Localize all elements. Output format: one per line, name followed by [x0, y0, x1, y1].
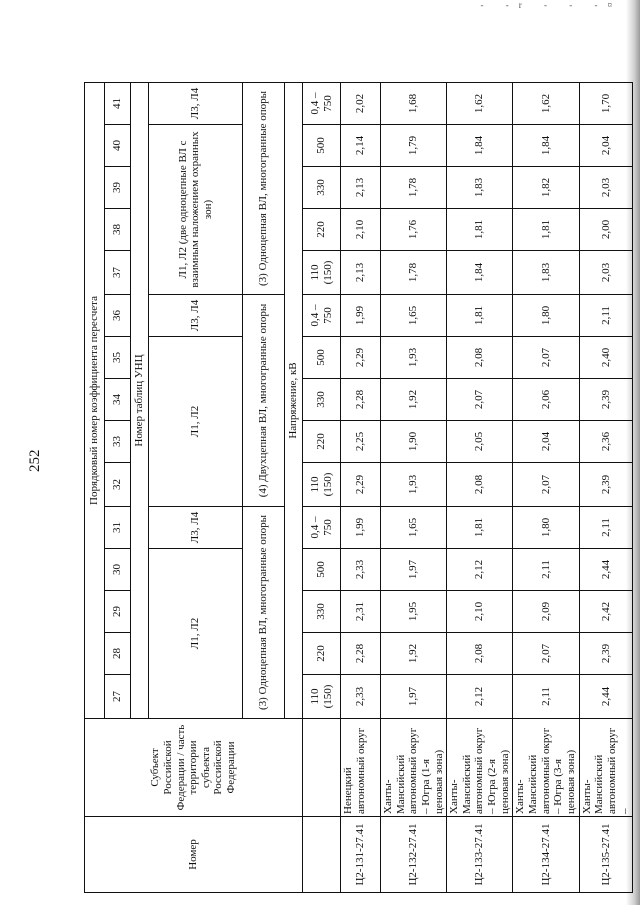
value-cell: 2,12 — [447, 549, 513, 591]
value-cell: 2,07 — [447, 379, 513, 421]
scan-marks: - -r - - -¤ — [480, 0, 622, 10]
coef-number: 30 — [105, 549, 131, 591]
value-cell: 2,36 — [579, 421, 633, 463]
value-cell: 1,78 — [381, 167, 447, 209]
row-code: Ц2-132-27.41 — [381, 817, 447, 893]
voltage-cell: 500 — [303, 337, 341, 379]
voltage-cell: 110 (150) — [303, 251, 341, 295]
voltage-cell: 0,4 – 750 — [303, 295, 341, 337]
value-cell: 2,03 — [579, 167, 633, 209]
value-cell: 2,29 — [341, 337, 381, 379]
voltage-cell: 220 — [303, 633, 341, 675]
coef-number: 29 — [105, 591, 131, 633]
group-lines: Л1, Л2 — [149, 337, 243, 507]
value-cell: 1,79 — [381, 125, 447, 167]
value-cell: 2,29 — [341, 463, 381, 507]
coef-number: 40 — [105, 125, 131, 167]
value-cell: 2,40 — [579, 337, 633, 379]
value-cell: 2,44 — [579, 549, 633, 591]
value-cell: 2,14 — [341, 125, 381, 167]
header-voltage: Напряжение, кВ — [285, 83, 303, 719]
value-cell: 1,65 — [381, 295, 447, 337]
value-cell: 2,05 — [447, 421, 513, 463]
coef-number: 28 — [105, 633, 131, 675]
table-row — [381, 83, 447, 893]
voltage-cell: 330 — [303, 379, 341, 421]
value-cell: 1,81 — [447, 507, 513, 549]
row-code: Ц2-131-27.41 — [341, 817, 381, 893]
table-row — [341, 83, 381, 893]
coef-number: 37 — [105, 251, 131, 295]
voltage-cell: 500 — [303, 549, 341, 591]
value-cell: 2,08 — [447, 633, 513, 675]
row-code: Ц2-133-27.41 — [447, 817, 513, 893]
value-cell: 1,78 — [381, 251, 447, 295]
group-lines: Л1, Л2 (две одноцепные ВЛ с взаимным наложением охранных зон) — [149, 125, 243, 295]
value-cell: 1,90 — [381, 421, 447, 463]
value-cell: 1,70 — [579, 83, 633, 125]
voltage-cell: 220 — [303, 209, 341, 251]
value-cell: 2,11 — [513, 549, 579, 591]
coef-number: 36 — [105, 295, 131, 337]
value-cell: 2,33 — [341, 549, 381, 591]
value-cell: 2,31 — [341, 591, 381, 633]
value-cell: 2,39 — [579, 463, 633, 507]
value-cell: 2,08 — [447, 337, 513, 379]
coef-number: 35 — [105, 337, 131, 379]
value-cell: 2,13 — [341, 251, 381, 295]
value-cell: 2,28 — [341, 633, 381, 675]
row-subject: Ханты-Мансийский автономный округ – Югра (2-я ценовая зона) — [447, 719, 513, 817]
voltage-cell: 0,4 – 750 — [303, 83, 341, 125]
row-subject: Ханты-Мансийский автономный округ – — [579, 719, 633, 817]
row-subject: Ханты-Мансийский автономный округ – Югра (1-я ценовая зона) — [381, 719, 447, 817]
coef-number: 31 — [105, 507, 131, 549]
value-cell: 2,13 — [341, 167, 381, 209]
value-cell: 1,99 — [341, 295, 381, 337]
row-subject: Ханты-Мансийский автономный округ – Югра (3-я ценовая зона) — [513, 719, 579, 817]
row-subject: Ненецкий автономный округ — [341, 719, 381, 817]
row-code: Ц2-134-27.41 — [513, 817, 579, 893]
value-cell: 2,39 — [579, 633, 633, 675]
value-cell: 2,06 — [513, 379, 579, 421]
value-cell: 1,82 — [513, 167, 579, 209]
value-cell: 2,07 — [513, 463, 579, 507]
value-cell: 1,92 — [381, 633, 447, 675]
coef-number: 38 — [105, 209, 131, 251]
group-lines2: Л3, Л4 — [149, 507, 243, 549]
group-type: (4) Двухцепная ВЛ, многогранные опоры — [243, 295, 285, 507]
value-cell: 2,10 — [447, 591, 513, 633]
coef-number: 41 — [105, 83, 131, 125]
rotated-table-container — [84, 83, 631, 893]
value-cell: 2,25 — [341, 421, 381, 463]
coef-number: 32 — [105, 463, 131, 507]
value-cell: 1,92 — [381, 379, 447, 421]
value-cell: 1,97 — [381, 675, 447, 719]
voltage-cell: 330 — [303, 591, 341, 633]
value-cell: 2,07 — [513, 633, 579, 675]
group-lines2: Л3, Л4 — [149, 295, 243, 337]
value-cell: 2,42 — [579, 591, 633, 633]
value-cell: 1,62 — [513, 83, 579, 125]
value-cell: 2,11 — [513, 675, 579, 719]
value-cell: 1,84 — [513, 125, 579, 167]
value-cell: 2,07 — [513, 337, 579, 379]
value-cell: 1,76 — [381, 209, 447, 251]
voltage-cell: 0,4 – 750 — [303, 507, 341, 549]
value-cell: 2,28 — [341, 379, 381, 421]
group-lines2: Л3, Л4 — [149, 83, 243, 125]
coef-number: 33 — [105, 421, 131, 463]
value-cell: 2,04 — [513, 421, 579, 463]
value-cell: 2,10 — [341, 209, 381, 251]
table-row — [579, 83, 633, 893]
value-cell: 2,33 — [341, 675, 381, 719]
value-cell: 1,80 — [513, 295, 579, 337]
value-cell: 1,68 — [381, 83, 447, 125]
value-cell: 1,99 — [341, 507, 381, 549]
table-row — [447, 83, 513, 893]
value-cell: 1,83 — [447, 167, 513, 209]
value-cell: 2,09 — [513, 591, 579, 633]
value-cell: 2,08 — [447, 463, 513, 507]
value-cell: 1,62 — [447, 83, 513, 125]
voltage-cell: 110 (150) — [303, 463, 341, 507]
value-cell: 2,12 — [447, 675, 513, 719]
value-cell: 1,84 — [447, 251, 513, 295]
value-cell: 2,44 — [579, 675, 633, 719]
group-type: (3) Одноцепная ВЛ, многогранные опоры — [243, 507, 285, 719]
group-lines: Л1, Л2 — [149, 549, 243, 719]
voltage-cell: 500 — [303, 125, 341, 167]
header-number: Номер — [85, 817, 303, 893]
value-cell: 2,39 — [579, 379, 633, 421]
voltage-cell: 110 (150) — [303, 675, 341, 719]
coef-number: 27 — [105, 675, 131, 719]
table-row — [513, 83, 579, 893]
spacer-cell — [303, 719, 341, 817]
coef-number: 39 — [105, 167, 131, 209]
value-cell: 2,11 — [579, 295, 633, 337]
value-cell: 2,02 — [341, 83, 381, 125]
value-cell: 1,83 — [513, 251, 579, 295]
page-number: 252 — [27, 449, 43, 472]
value-cell: 1,81 — [447, 209, 513, 251]
value-cell: 2,04 — [579, 125, 633, 167]
value-cell: 2,00 — [579, 209, 633, 251]
spacer-cell — [303, 817, 341, 893]
coef-number: 34 — [105, 379, 131, 421]
value-cell: 1,84 — [447, 125, 513, 167]
value-cell: 2,11 — [579, 507, 633, 549]
row-code: Ц2-135-27.41 — [579, 817, 633, 893]
header-unc-table: Номер таблиц УНЦ — [131, 83, 149, 719]
value-cell: 1,81 — [447, 295, 513, 337]
voltage-cell: 330 — [303, 167, 341, 209]
value-cell: 1,95 — [381, 591, 447, 633]
value-cell: 1,65 — [381, 507, 447, 549]
value-cell: 1,93 — [381, 463, 447, 507]
coefficient-table — [84, 82, 633, 893]
header-subject: Субъект Российской Федерации / часть территории субъекта Российской Федерации — [85, 719, 303, 817]
header-coef: Порядковый номер коэффициента пересчета — [85, 83, 105, 719]
group-type: (3) Одноцепная ВЛ, многогранные опоры — [243, 83, 285, 295]
voltage-cell: 220 — [303, 421, 341, 463]
value-cell: 2,03 — [579, 251, 633, 295]
value-cell: 1,80 — [513, 507, 579, 549]
value-cell: 1,81 — [513, 209, 579, 251]
value-cell: 1,97 — [381, 549, 447, 591]
value-cell: 1,93 — [381, 337, 447, 379]
